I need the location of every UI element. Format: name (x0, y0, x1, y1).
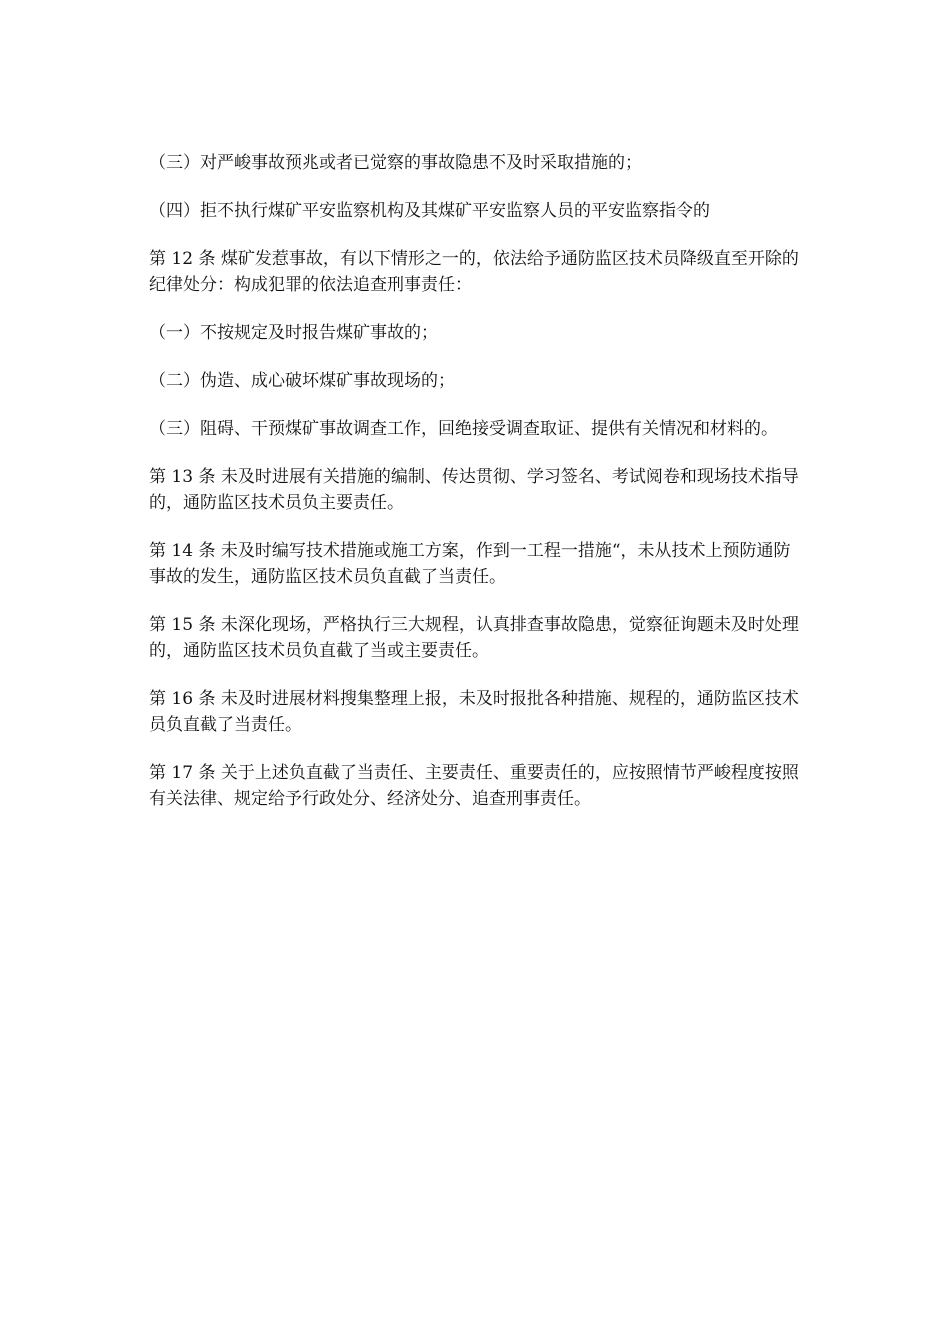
paragraph-item-4: （四）拒不执行煤矿平安监察机构及其煤矿平安监察人员的平安监察指令的 (149, 201, 710, 221)
article-12-item-1: （一）不按规定及时报告煤矿事故的； (149, 323, 438, 343)
document-body (149, 150, 805, 834)
article-12-item-2: （二）伪造、成心破坏煤矿事故现场的； (149, 371, 455, 391)
article-12-item-3: （三）阻碍、干预煤矿事故调查工作，回绝接受调查取证、提供有关情况和材料的。 (149, 419, 778, 439)
article-16: 第 16 条 未及时进展材料搜集整理上报，未及时报批各种措施、规程的，通防监区技术员负直截了当责任。 (149, 689, 799, 735)
article-14: 第 14 条 未及时编写技术措施或施工方案，作到一工程一措施“，未从技术上预防通防事故的发生，通防监区技术员负直截了当责任。 (149, 541, 791, 587)
article-15: 第 15 条 未深化现场，严格执行三大规程，认真排查事故隐患，觉察征询题未及时处理的，通防监区技术员负直截了当或主要责任。 (149, 615, 799, 661)
paragraph-item-3: （三）对严峻事故预兆或者已觉察的事故隐患不及时采取措施的； (149, 153, 642, 173)
article-12: 第 12 条 煤矿发惹事故，有以下情形之一的，依法给予通防监区技术员降级直至开除的纪律处分：构成犯罪的依法追查刑事责任： (149, 249, 799, 295)
article-17: 第 17 条 关于上述负直截了当责任、主要责任、重要责任的，应按照情节严峻程度按照有关法律、规定给予行政处分、经济处分、追查刑事责任。 (149, 763, 799, 809)
article-13: 第 13 条 未及时进展有关措施的编制、传达贯彻、学习签名、考试阅卷和现场技术指导的，通防监区技术员负主要责任。 (149, 467, 799, 513)
